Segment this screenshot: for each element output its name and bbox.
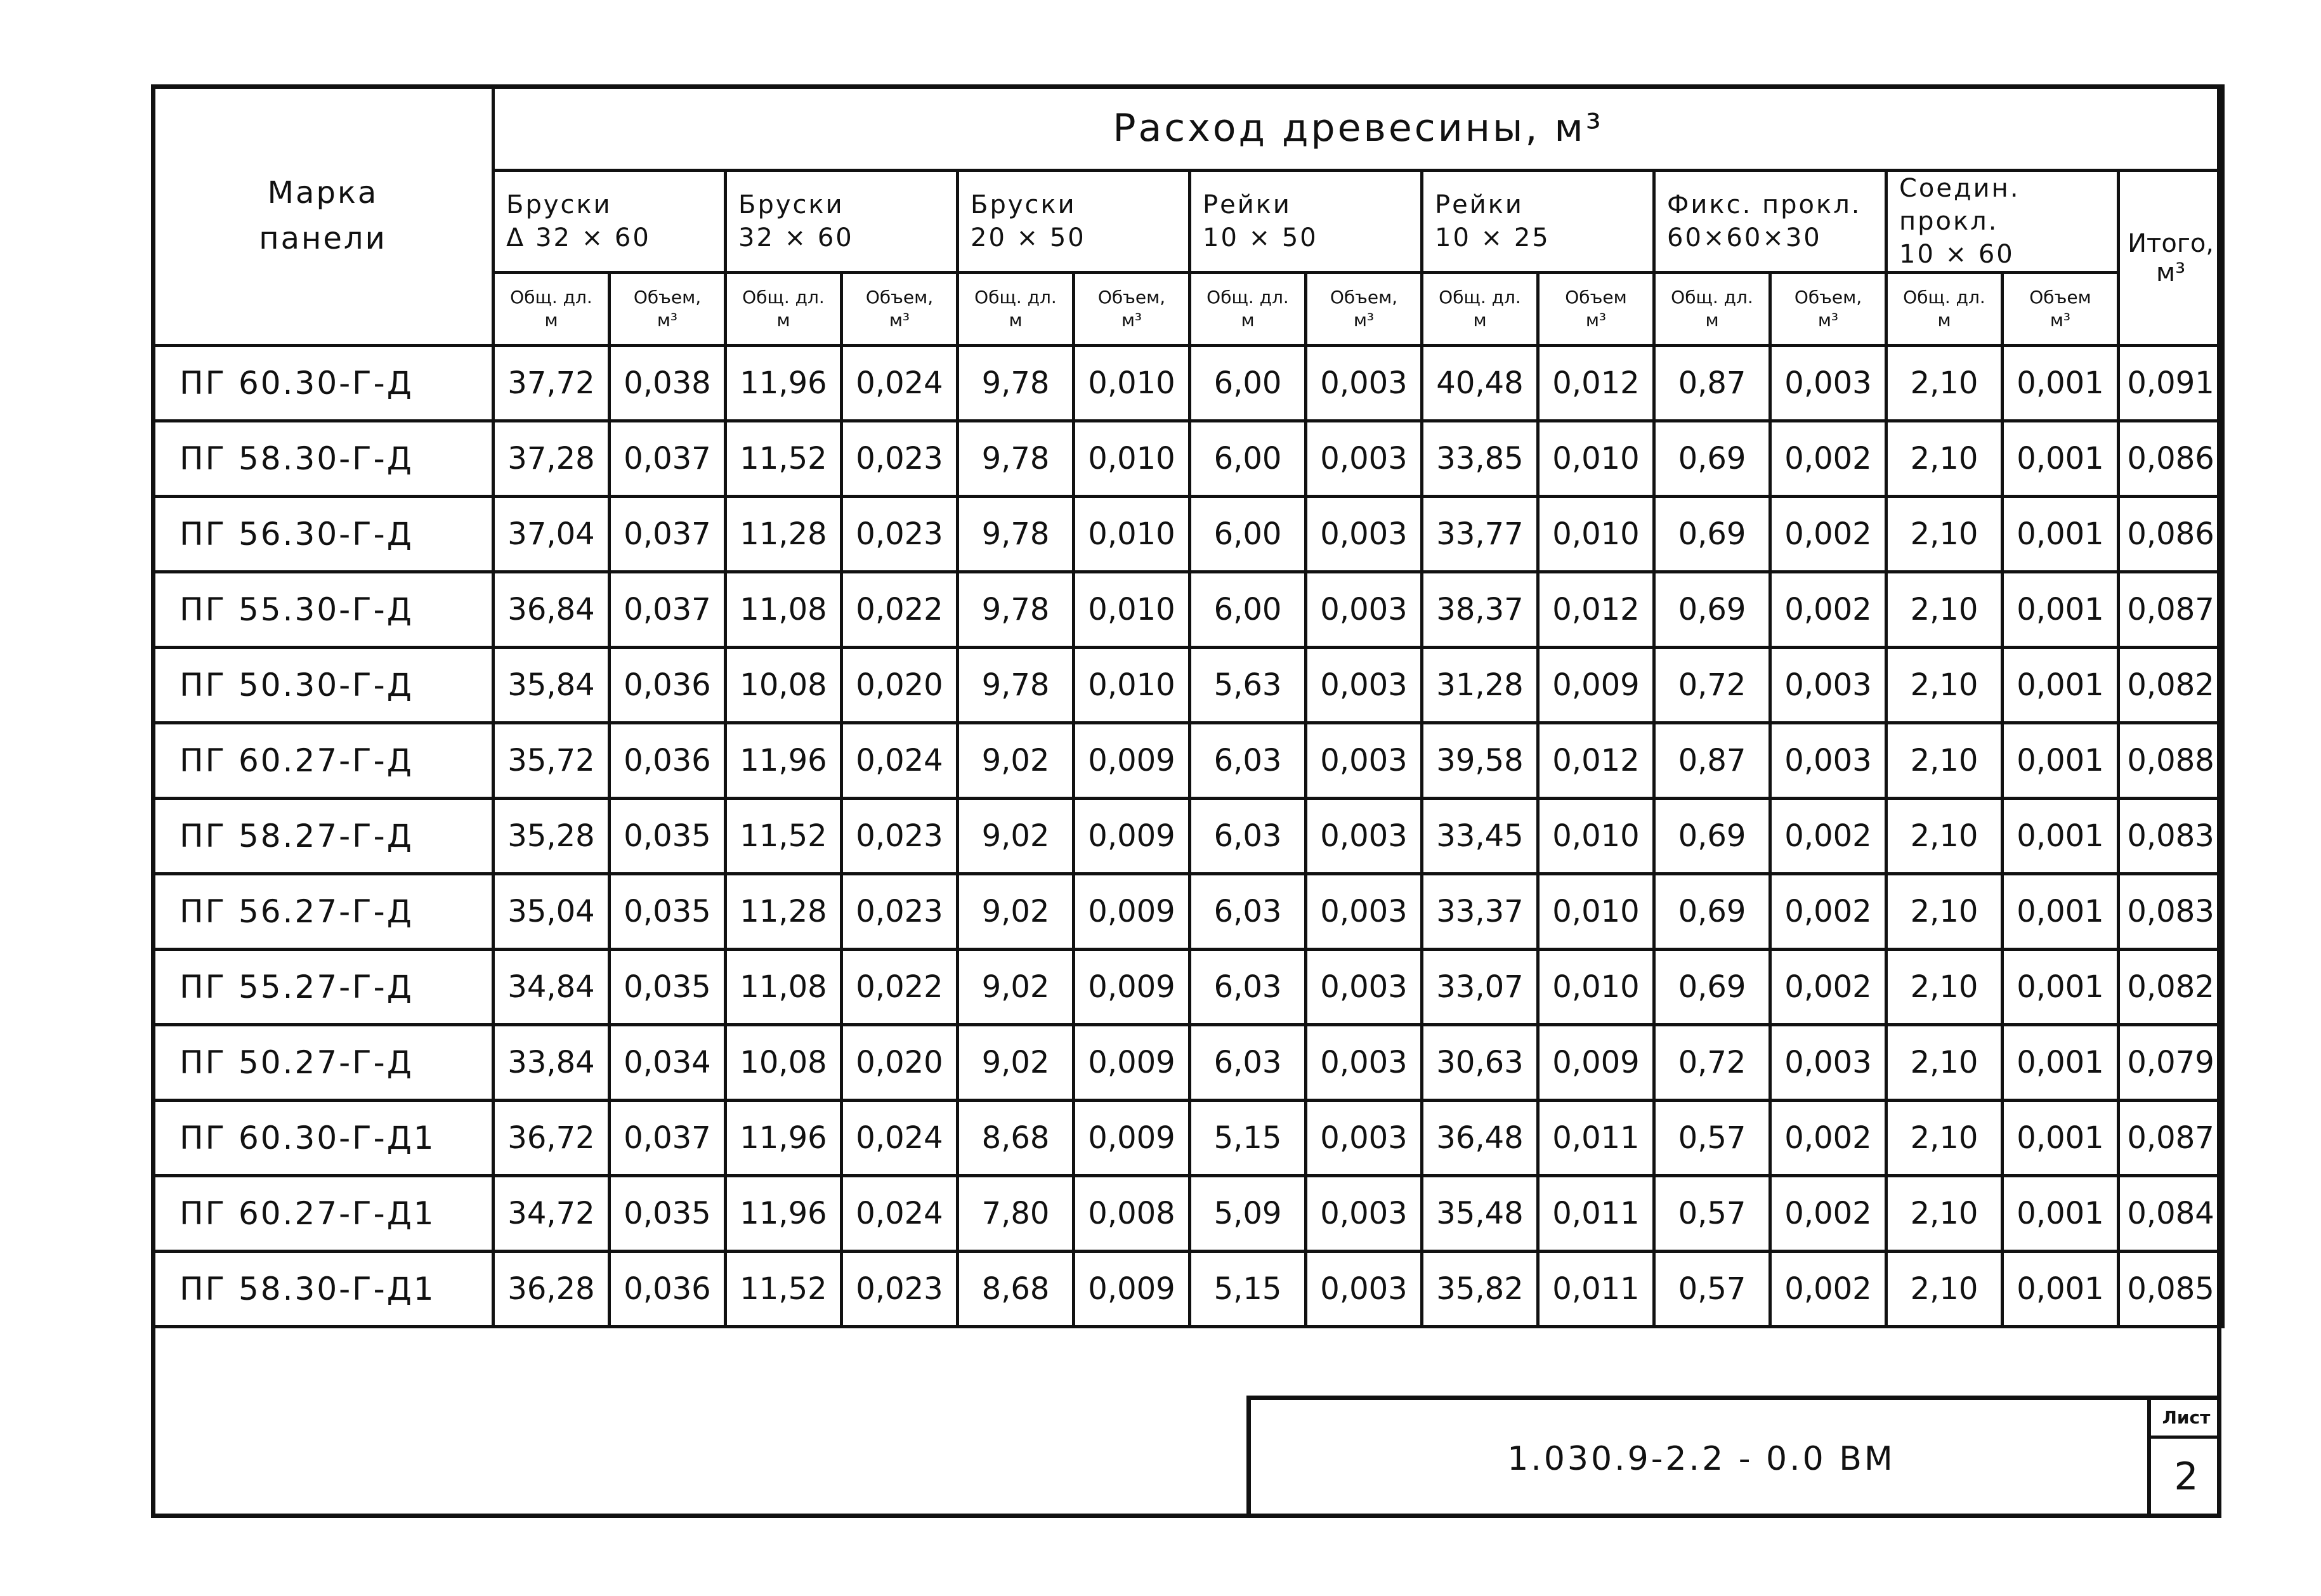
- total-header: Итого, м³: [2119, 171, 2223, 346]
- length-cell: 9,02: [958, 1025, 1074, 1101]
- length-cell: 0,87: [1654, 723, 1770, 799]
- length-cell: 31,28: [1422, 648, 1538, 723]
- total-cell: 0,084: [2119, 1176, 2223, 1252]
- length-cell: 6,03: [1190, 1025, 1306, 1101]
- length-cell: 0,57: [1654, 1101, 1770, 1176]
- length-subheader: Общ. дл. м: [958, 273, 1074, 346]
- length-cell: 2,10: [1886, 1025, 2003, 1101]
- volume-cell: 0,002: [1770, 950, 1886, 1025]
- volume-cell: 0,002: [1770, 1252, 1886, 1327]
- length-cell: 11,96: [726, 346, 842, 421]
- length-cell: 11,96: [726, 1176, 842, 1252]
- length-cell: 0,72: [1654, 1025, 1770, 1101]
- volume-cell: 0,009: [1074, 1101, 1190, 1176]
- total-cell: 0,087: [2119, 1101, 2223, 1176]
- volume-cell: 0,003: [1306, 497, 1422, 572]
- volume-cell: 0,003: [1770, 346, 1886, 421]
- length-cell: 9,02: [958, 874, 1074, 950]
- volume-cell: 0,022: [842, 572, 958, 648]
- volume-cell: 0,010: [1074, 497, 1190, 572]
- volume-cell: 0,023: [842, 421, 958, 497]
- length-cell: 0,87: [1654, 346, 1770, 421]
- table-row: [153, 950, 2223, 1025]
- volume-cell: 0,024: [842, 346, 958, 421]
- length-cell: 35,82: [1422, 1252, 1538, 1327]
- table-row: [153, 648, 2223, 723]
- volume-subheader: Объем м³: [2003, 273, 2119, 346]
- table-row: [153, 497, 2223, 572]
- length-cell: 10,08: [726, 1025, 842, 1101]
- volume-cell: 0,037: [610, 572, 726, 648]
- length-cell: 10,08: [726, 648, 842, 723]
- volume-cell: 0,001: [2003, 1101, 2119, 1176]
- sheet-label: Лист: [2151, 1400, 2221, 1439]
- table-row: [153, 572, 2223, 648]
- length-cell: 2,10: [1886, 1101, 2003, 1176]
- panel-mark-cell: ПГ 60.27-Г-Д: [153, 723, 494, 799]
- table-row: [153, 346, 2223, 421]
- volume-cell: 0,010: [1074, 421, 1190, 497]
- volume-cell: 0,003: [1770, 1025, 1886, 1101]
- volume-cell: 0,037: [610, 1101, 726, 1176]
- volume-cell: 0,003: [1306, 874, 1422, 950]
- length-cell: 5,09: [1190, 1176, 1306, 1252]
- length-cell: 40,48: [1422, 346, 1538, 421]
- length-cell: 37,28: [494, 421, 610, 497]
- volume-cell: 0,023: [842, 799, 958, 874]
- length-cell: 33,45: [1422, 799, 1538, 874]
- length-cell: 38,37: [1422, 572, 1538, 648]
- length-subheader: Общ. дл. м: [494, 273, 610, 346]
- length-cell: 6,03: [1190, 799, 1306, 874]
- length-cell: 2,10: [1886, 950, 2003, 1025]
- length-cell: 0,69: [1654, 421, 1770, 497]
- total-cell: 0,082: [2119, 950, 2223, 1025]
- group-header: Рейки 10 × 50: [1190, 171, 1422, 273]
- volume-cell: 0,012: [1538, 346, 1654, 421]
- volume-cell: 0,010: [1074, 572, 1190, 648]
- length-cell: 5,63: [1190, 648, 1306, 723]
- volume-cell: 0,037: [610, 421, 726, 497]
- volume-cell: 0,001: [2003, 950, 2119, 1025]
- volume-cell: 0,001: [2003, 497, 2119, 572]
- volume-cell: 0,003: [1770, 648, 1886, 723]
- length-cell: 35,72: [494, 723, 610, 799]
- length-cell: 2,10: [1886, 723, 2003, 799]
- table-row: [153, 1101, 2223, 1176]
- length-cell: 0,69: [1654, 497, 1770, 572]
- volume-cell: 0,001: [2003, 723, 2119, 799]
- volume-subheader: Объем, м³: [1074, 273, 1190, 346]
- length-cell: 36,72: [494, 1101, 610, 1176]
- length-cell: 37,72: [494, 346, 610, 421]
- length-cell: 2,10: [1886, 874, 2003, 950]
- panel-mark-cell: ПГ 50.27-Г-Д: [153, 1025, 494, 1101]
- volume-cell: 0,012: [1538, 723, 1654, 799]
- volume-cell: 0,003: [1306, 346, 1422, 421]
- length-cell: 2,10: [1886, 421, 2003, 497]
- volume-subheader: Объем, м³: [1770, 273, 1886, 346]
- table-row: [153, 874, 2223, 950]
- length-cell: 35,48: [1422, 1176, 1538, 1252]
- volume-cell: 0,003: [1306, 1252, 1422, 1327]
- volume-cell: 0,003: [1306, 1025, 1422, 1101]
- volume-cell: 0,010: [1074, 346, 1190, 421]
- volume-cell: 0,023: [842, 497, 958, 572]
- volume-cell: 0,036: [610, 648, 726, 723]
- panel-mark-cell: ПГ 58.27-Г-Д: [153, 799, 494, 874]
- length-cell: 6,03: [1190, 950, 1306, 1025]
- volume-cell: 0,001: [2003, 1025, 2119, 1101]
- length-cell: 0,57: [1654, 1176, 1770, 1252]
- volume-cell: 0,020: [842, 1025, 958, 1101]
- volume-cell: 0,003: [1770, 723, 1886, 799]
- volume-cell: 0,003: [1306, 648, 1422, 723]
- length-cell: 11,52: [726, 421, 842, 497]
- total-cell: 0,079: [2119, 1025, 2223, 1101]
- table-title: Расход древесины, м³: [494, 86, 2223, 171]
- volume-cell: 0,003: [1306, 1101, 1422, 1176]
- group-header: Фикс. прокл. 60×60×30: [1654, 171, 1886, 273]
- volume-cell: 0,011: [1538, 1252, 1654, 1327]
- length-cell: 11,28: [726, 497, 842, 572]
- volume-cell: 0,003: [1306, 1176, 1422, 1252]
- length-cell: 9,78: [958, 648, 1074, 723]
- length-cell: 2,10: [1886, 799, 2003, 874]
- volume-cell: 0,023: [842, 874, 958, 950]
- panel-mark-cell: ПГ 56.27-Г-Д: [153, 874, 494, 950]
- length-cell: 11,96: [726, 723, 842, 799]
- length-cell: 39,58: [1422, 723, 1538, 799]
- volume-cell: 0,001: [2003, 648, 2119, 723]
- sheet-number-box: [2147, 1400, 2221, 1518]
- volume-cell: 0,020: [842, 648, 958, 723]
- length-cell: 33,07: [1422, 950, 1538, 1025]
- volume-cell: 0,035: [610, 874, 726, 950]
- volume-cell: 0,024: [842, 723, 958, 799]
- volume-cell: 0,034: [610, 1025, 726, 1101]
- volume-cell: 0,001: [2003, 799, 2119, 874]
- volume-cell: 0,010: [1538, 497, 1654, 572]
- volume-cell: 0,003: [1306, 723, 1422, 799]
- length-cell: 2,10: [1886, 497, 2003, 572]
- volume-cell: 0,011: [1538, 1101, 1654, 1176]
- volume-cell: 0,022: [842, 950, 958, 1025]
- volume-cell: 0,035: [610, 799, 726, 874]
- length-cell: 9,02: [958, 950, 1074, 1025]
- group-header: Бруски Δ 32 × 60: [494, 171, 726, 273]
- length-cell: 0,69: [1654, 799, 1770, 874]
- volume-cell: 0,037: [610, 497, 726, 572]
- volume-cell: 0,009: [1074, 950, 1190, 1025]
- panel-mark-cell: ПГ 58.30-Г-Д1: [153, 1252, 494, 1327]
- length-cell: 11,52: [726, 799, 842, 874]
- panel-mark-cell: ПГ 55.30-Г-Д: [153, 572, 494, 648]
- volume-cell: 0,009: [1074, 1025, 1190, 1101]
- volume-cell: 0,003: [1306, 421, 1422, 497]
- volume-cell: 0,010: [1538, 874, 1654, 950]
- length-cell: 9,78: [958, 421, 1074, 497]
- group-header: Соедин. прокл. 10 × 60: [1886, 171, 2119, 273]
- length-cell: 11,08: [726, 572, 842, 648]
- length-cell: 6,00: [1190, 572, 1306, 648]
- volume-subheader: Объем м³: [1538, 273, 1654, 346]
- length-cell: 11,52: [726, 1252, 842, 1327]
- volume-subheader: Объем, м³: [842, 273, 958, 346]
- length-cell: 6,00: [1190, 346, 1306, 421]
- volume-cell: 0,002: [1770, 799, 1886, 874]
- total-cell: 0,091: [2119, 346, 2223, 421]
- volume-cell: 0,038: [610, 346, 726, 421]
- length-subheader: Общ. дл. м: [1190, 273, 1306, 346]
- table-row: [153, 1252, 2223, 1327]
- length-cell: 9,02: [958, 799, 1074, 874]
- group-header: Бруски 20 × 50: [958, 171, 1190, 273]
- volume-cell: 0,003: [1306, 572, 1422, 648]
- volume-cell: 0,009: [1074, 799, 1190, 874]
- panel-mark-cell: ПГ 58.30-Г-Д: [153, 421, 494, 497]
- volume-cell: 0,001: [2003, 1176, 2119, 1252]
- volume-cell: 0,002: [1770, 497, 1886, 572]
- volume-cell: 0,035: [610, 1176, 726, 1252]
- volume-cell: 0,001: [2003, 1252, 2119, 1327]
- mark-header: Марка панели: [153, 86, 494, 346]
- total-cell: 0,087: [2119, 572, 2223, 648]
- length-cell: 9,02: [958, 723, 1074, 799]
- length-cell: 8,68: [958, 1101, 1074, 1176]
- table-row: [153, 1176, 2223, 1252]
- length-cell: 0,57: [1654, 1252, 1770, 1327]
- length-cell: 2,10: [1886, 648, 2003, 723]
- length-cell: 11,96: [726, 1101, 842, 1176]
- length-cell: 33,37: [1422, 874, 1538, 950]
- volume-cell: 0,010: [1074, 648, 1190, 723]
- volume-cell: 0,010: [1538, 799, 1654, 874]
- length-cell: 2,10: [1886, 1176, 2003, 1252]
- length-cell: 5,15: [1190, 1252, 1306, 1327]
- length-cell: 33,84: [494, 1025, 610, 1101]
- length-subheader: Общ. дл. м: [726, 273, 842, 346]
- length-cell: 35,04: [494, 874, 610, 950]
- volume-subheader: Объем, м³: [610, 273, 726, 346]
- panel-mark-cell: ПГ 55.27-Г-Д: [153, 950, 494, 1025]
- total-cell: 0,083: [2119, 799, 2223, 874]
- total-cell: 0,086: [2119, 497, 2223, 572]
- volume-cell: 0,002: [1770, 1101, 1886, 1176]
- length-cell: 2,10: [1886, 346, 2003, 421]
- group-header: Рейки 10 × 25: [1422, 171, 1654, 273]
- volume-subheader: Объем, м³: [1306, 273, 1422, 346]
- length-cell: 8,68: [958, 1252, 1074, 1327]
- volume-cell: 0,010: [1538, 950, 1654, 1025]
- length-subheader: Общ. дл. м: [1654, 273, 1770, 346]
- volume-cell: 0,003: [1306, 799, 1422, 874]
- length-cell: 7,80: [958, 1176, 1074, 1252]
- length-cell: 2,10: [1886, 572, 2003, 648]
- volume-cell: 0,036: [610, 1252, 726, 1327]
- volume-cell: 0,001: [2003, 421, 2119, 497]
- length-cell: 5,15: [1190, 1101, 1306, 1176]
- volume-cell: 0,009: [1538, 1025, 1654, 1101]
- volume-cell: 0,023: [842, 1252, 958, 1327]
- volume-cell: 0,001: [2003, 874, 2119, 950]
- length-cell: 6,03: [1190, 723, 1306, 799]
- table-row: [153, 421, 2223, 497]
- document-code: 1.030.9-2.2 - 0.0 ВМ: [1507, 1440, 1895, 1478]
- volume-cell: 0,035: [610, 950, 726, 1025]
- total-cell: 0,088: [2119, 723, 2223, 799]
- volume-cell: 0,024: [842, 1101, 958, 1176]
- volume-cell: 0,009: [1074, 1252, 1190, 1327]
- length-cell: 34,72: [494, 1176, 610, 1252]
- length-cell: 37,04: [494, 497, 610, 572]
- length-cell: 11,28: [726, 874, 842, 950]
- length-cell: 36,28: [494, 1252, 610, 1327]
- total-cell: 0,083: [2119, 874, 2223, 950]
- volume-cell: 0,009: [1538, 648, 1654, 723]
- panel-mark-cell: ПГ 50.30-Г-Д: [153, 648, 494, 723]
- volume-cell: 0,002: [1770, 1176, 1886, 1252]
- length-cell: 34,84: [494, 950, 610, 1025]
- length-cell: 9,78: [958, 572, 1074, 648]
- length-cell: 6,03: [1190, 874, 1306, 950]
- sheet-number: 2: [2174, 1455, 2199, 1499]
- total-cell: 0,085: [2119, 1252, 2223, 1327]
- panel-mark-cell: ПГ 60.30-Г-Д: [153, 346, 494, 421]
- length-subheader: Общ. дл. м: [1422, 273, 1538, 346]
- group-header: Бруски 32 × 60: [726, 171, 958, 273]
- panel-mark-cell: ПГ 60.27-Г-Д1: [153, 1176, 494, 1252]
- length-cell: 0,69: [1654, 950, 1770, 1025]
- length-cell: 33,85: [1422, 421, 1538, 497]
- volume-cell: 0,002: [1770, 572, 1886, 648]
- volume-cell: 0,002: [1770, 421, 1886, 497]
- length-cell: 0,72: [1654, 648, 1770, 723]
- title-block: [1246, 1396, 2221, 1518]
- table-body: [153, 346, 2223, 1327]
- length-cell: 33,77: [1422, 497, 1538, 572]
- length-cell: 30,63: [1422, 1025, 1538, 1101]
- length-cell: 6,00: [1190, 421, 1306, 497]
- volume-cell: 0,012: [1538, 572, 1654, 648]
- length-cell: 11,08: [726, 950, 842, 1025]
- volume-cell: 0,001: [2003, 572, 2119, 648]
- volume-cell: 0,011: [1538, 1176, 1654, 1252]
- panel-mark-cell: ПГ 60.30-Г-Д1: [153, 1101, 494, 1176]
- total-cell: 0,086: [2119, 421, 2223, 497]
- length-cell: 9,78: [958, 346, 1074, 421]
- wood-consumption-table: [151, 84, 2225, 1328]
- volume-cell: 0,008: [1074, 1176, 1190, 1252]
- length-cell: 0,69: [1654, 572, 1770, 648]
- volume-cell: 0,024: [842, 1176, 958, 1252]
- total-cell: 0,082: [2119, 648, 2223, 723]
- table-row: [153, 1025, 2223, 1101]
- table-row: [153, 723, 2223, 799]
- length-cell: 0,69: [1654, 874, 1770, 950]
- length-cell: 36,84: [494, 572, 610, 648]
- volume-cell: 0,010: [1538, 421, 1654, 497]
- length-cell: 6,00: [1190, 497, 1306, 572]
- length-cell: 36,48: [1422, 1101, 1538, 1176]
- panel-mark-cell: ПГ 56.30-Г-Д: [153, 497, 494, 572]
- table-row: [153, 799, 2223, 874]
- volume-cell: 0,001: [2003, 346, 2119, 421]
- volume-cell: 0,009: [1074, 723, 1190, 799]
- volume-cell: 0,002: [1770, 874, 1886, 950]
- length-subheader: Общ. дл. м: [1886, 273, 2003, 346]
- volume-cell: 0,003: [1306, 950, 1422, 1025]
- volume-cell: 0,009: [1074, 874, 1190, 950]
- length-cell: 35,84: [494, 648, 610, 723]
- length-cell: 9,78: [958, 497, 1074, 572]
- volume-cell: 0,036: [610, 723, 726, 799]
- length-cell: 2,10: [1886, 1252, 2003, 1327]
- length-cell: 35,28: [494, 799, 610, 874]
